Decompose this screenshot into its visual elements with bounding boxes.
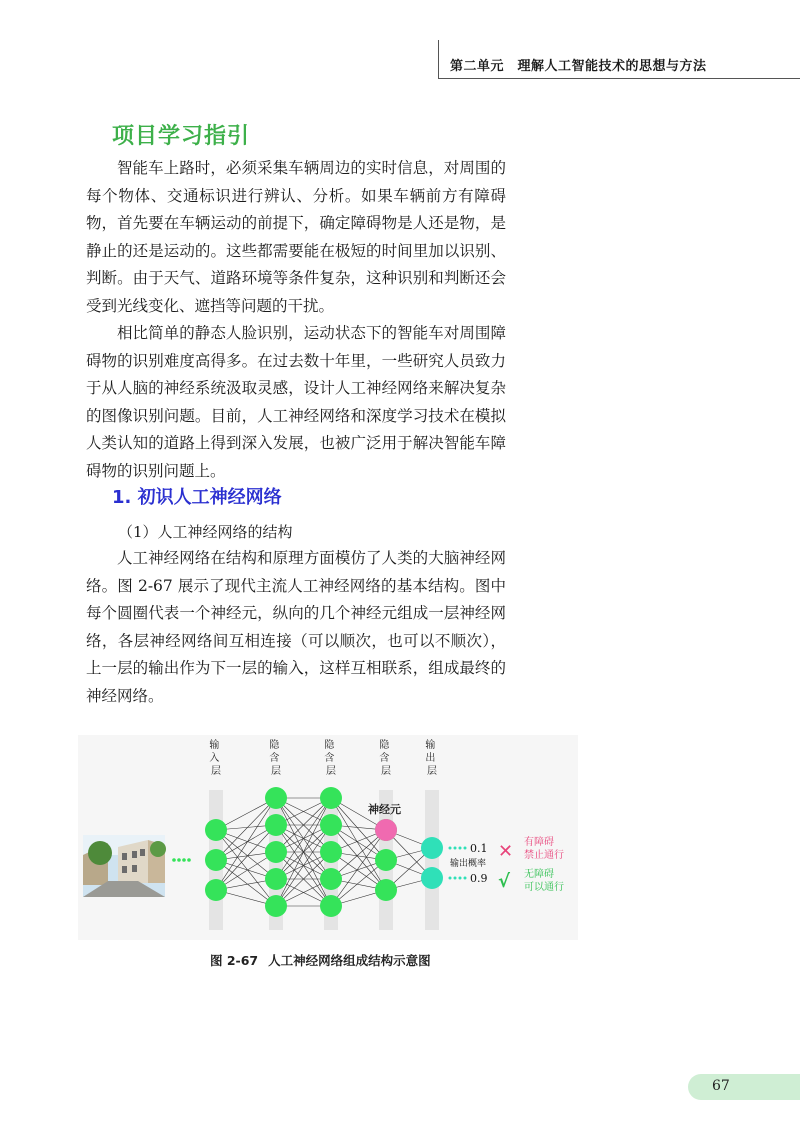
neuron [375, 879, 397, 901]
header-divider [438, 78, 800, 79]
subsection-paragraph: 人工神经网络在结构和原理方面模仿了人类的大脑神经网络。图 2-67 展示了现代主流人工神经网络的基本结构。图中每个圆圈代表一个神经元，纵向的几个神经元组成一层神经网络，各层神经网络间互相连接（可以顺次，也可以不顺次），上一层的输出作为下一层的输入，这样互相联系，组成最终的神经网络。 [86, 549, 506, 705]
page-number-tab [688, 1074, 800, 1100]
page-header [0, 0, 800, 78]
subsection-heading: 1. 初识人工神经网络 [112, 487, 282, 508]
neuron [320, 787, 342, 809]
output-value-2: 0.9 [470, 872, 488, 885]
header-divider-vertical [438, 40, 439, 78]
layer-label-output: 输 出 层 [425, 740, 437, 777]
layer-label-hidden-1: 隐 含 层 [269, 740, 281, 777]
output-label-1a: 有障碍 [524, 837, 554, 848]
output-probability-label: 输出概率 [450, 859, 487, 869]
output-neuron [421, 837, 443, 859]
neuron [205, 819, 227, 841]
caption-text: 人工神经网络组成结构示意图 [268, 953, 431, 968]
output-label-2b: 可以通行 [524, 882, 564, 893]
layer-label-hidden-2: 隐 含 层 [324, 740, 336, 777]
intro-paragraph-1: 智能车上路时，必须采集车辆周边的实时信息，对周围的每个物体、交通标识进行辨认、分析。如果车辆前方有障碍物，首先要在车辆运动的前提下，确定障碍物是人还是物，是静止的还是运动的。这些都需要能在极短的时间里加以识别、判断。由于天气、道路环境等条件复杂，这种识别和判断还会受到光线变化、遮挡等问题的干扰。 [86, 159, 506, 315]
neuron-label: 神经元 [368, 803, 401, 816]
input-dots [172, 858, 191, 862]
neural-network-figure [78, 735, 578, 940]
output-label-2a: 无障碍 [524, 869, 554, 880]
network-diagram [78, 735, 578, 940]
neuron [320, 841, 342, 863]
page-number: 67 [712, 1078, 730, 1094]
layer-bar [425, 790, 439, 930]
neuron [265, 841, 287, 863]
caption-number: 图 2-67 [210, 953, 259, 968]
output-neuron [421, 867, 443, 889]
neuron [265, 814, 287, 836]
neuron [320, 814, 342, 836]
check-icon: √ [498, 871, 511, 892]
highlighted-neuron [375, 819, 397, 841]
cross-icon: ✕ [498, 841, 514, 862]
neuron [265, 895, 287, 917]
section-heading: 项目学习指引 [112, 124, 251, 149]
neuron [205, 879, 227, 901]
neuron [375, 849, 397, 871]
neuron [320, 868, 342, 890]
neuron [265, 787, 287, 809]
neuron [320, 895, 342, 917]
unit-title: 第二单元 理解人工智能技术的思想与方法 [450, 59, 707, 74]
output-label-1b: 禁止通行 [524, 850, 564, 861]
neuron [205, 849, 227, 871]
layer-label-hidden-3: 隐 含 层 [379, 740, 391, 777]
layer-label-input: 输 入 层 [209, 740, 221, 777]
figure-caption [210, 951, 431, 969]
neuron [265, 868, 287, 890]
street-photo-image [83, 835, 166, 897]
intro-paragraph-2: 相比简单的静态人脸识别，运动状态下的智能车对周围障碍物的识别难度高得多。在过去数十年里，一些研究人员致力于从人脑的神经系统汲取灵感，设计人工神经网络来解决复杂的图像识别问题。目前，人工神经网络和深度学习技术在模拟人类认知的道路上得到深入发展，也被广泛用于解决智能车障碍物的识别问题上。 [86, 324, 506, 480]
subsection-subheading: （1）人工神经网络的结构 [118, 523, 293, 541]
output-value-1: 0.1 [470, 842, 488, 855]
